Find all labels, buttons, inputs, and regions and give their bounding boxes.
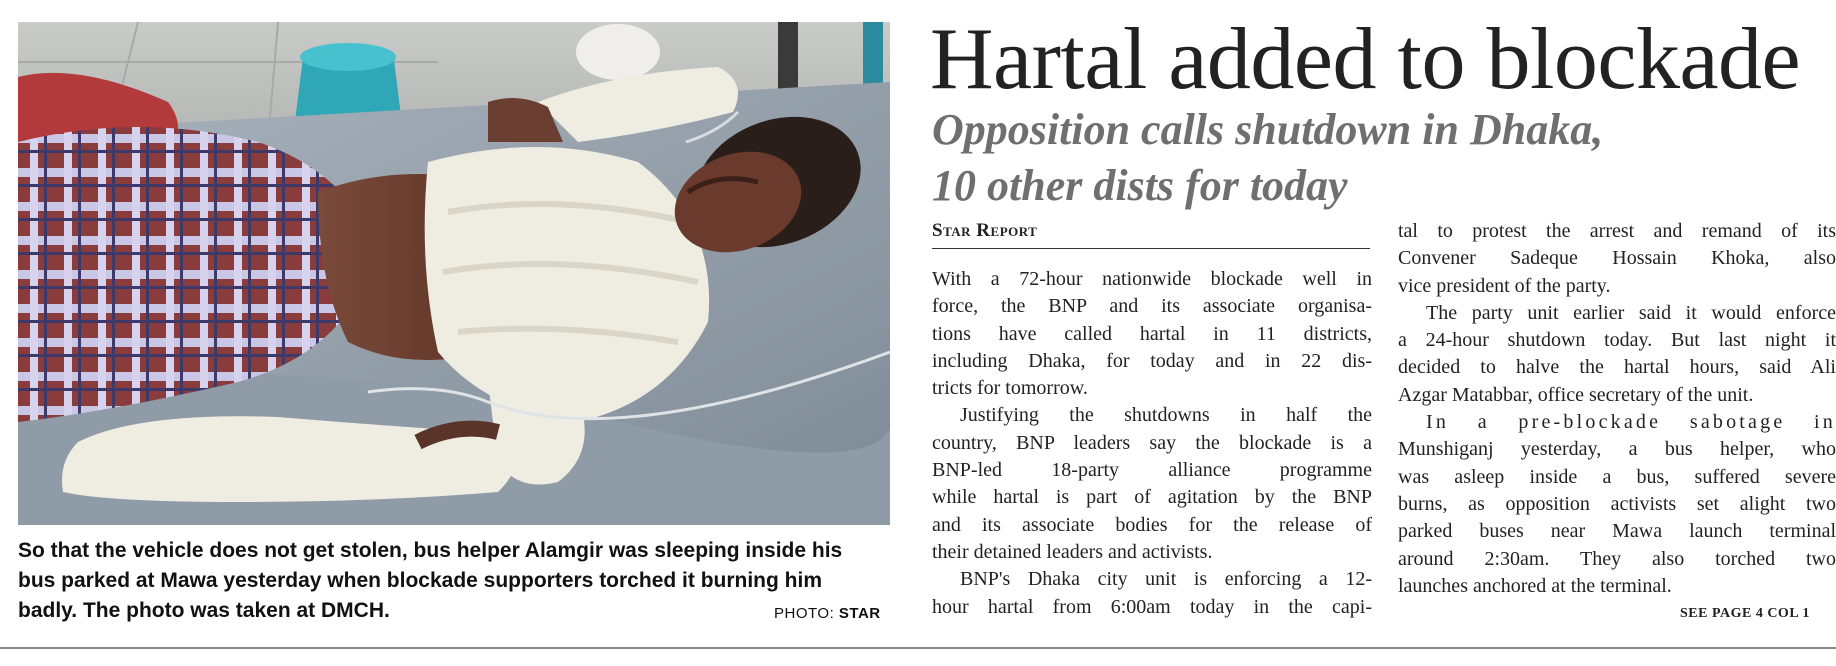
photo-credit (774, 605, 881, 622)
body-line: vice president of the party. (1398, 274, 1611, 297)
body-line: around 2:30am. They also torched two (1398, 547, 1836, 570)
body-line: tions have called hartal in 11 districts, (932, 322, 1372, 345)
article-column-2 (1398, 218, 1836, 600)
headline: Hartal added to blockade (930, 11, 1801, 108)
body-line: parked buses near Mawa launch terminal (1398, 520, 1836, 543)
body-line: With a 72-hour nationwide blockade well in (932, 268, 1372, 290)
body-line: hour hartal from 6:00am today in the capi- (932, 595, 1372, 618)
body-line: Convener Sadeque Hossain Khoka, also (1398, 247, 1836, 270)
body-line: tal to protest the arrest and remand of its (1398, 220, 1836, 242)
section-divider (0, 647, 1836, 649)
caption-line: badly. The photo was taken at DMCH. (18, 599, 390, 622)
body-line: BNP-led 18-party alliance programme (932, 459, 1372, 482)
body-line: Azgar Matabbar, office secretary of the unit. (1398, 383, 1754, 406)
photo-caption (18, 536, 890, 626)
caption-line: bus parked at Mawa yesterday when blockade supporters torched it burning him (18, 569, 823, 592)
body-line: and its associate bodies for the release of (932, 513, 1372, 536)
body-line: decided to halve the hartal hours, said Ali (1398, 356, 1836, 379)
body-line: The party unit earlier said it would enforce (1426, 301, 1836, 324)
body-line: while hartal is part of agitation by the BNP (932, 486, 1372, 509)
body-line: tricts for tomorrow. (932, 377, 1088, 400)
body-line: including Dhaka, for today and in 22 dis- (932, 349, 1372, 372)
photo-credit-label: PHOTO: (774, 605, 835, 622)
photo-credit-source: STAR (838, 605, 881, 622)
body-line: BNP's Dhaka city unit is enforcing a 12- (960, 568, 1372, 591)
body-line: was asleep inside a bus, suffered severe (1398, 465, 1836, 488)
body-line: burns, as opposition activists set alight two (1398, 492, 1836, 515)
body-line: force, the BNP and its associate organisa- (932, 295, 1372, 318)
body-line: their detained leaders and activists. (932, 540, 1213, 563)
body-line: In a pre-blockade sabotage in (1426, 411, 1836, 434)
body-line: launches anchored at the terminal. (1398, 574, 1672, 597)
body-line: Justifying the shutdowns in half the (960, 404, 1372, 427)
continuation-jump: SEE PAGE 4 COL 1 (1680, 606, 1810, 621)
body-line: a 24-hour shutdown today. But last night it (1398, 329, 1836, 352)
caption-line: So that the vehicle does not get stolen, bus helper Alamgir was sleeping inside his (18, 539, 843, 562)
subheadline-line: 10 other dists for today (932, 161, 1348, 210)
news-photo (18, 22, 890, 525)
subheadline (932, 102, 1832, 214)
byline: Star Report (932, 220, 1370, 249)
body-line: country, BNP leaders say the blockade is a (932, 431, 1372, 454)
body-line: Munshiganj yesterday, a bus helper, who (1398, 438, 1836, 461)
photo-illustration (18, 22, 890, 525)
subheadline-line: Opposition calls shutdown in Dhaka, (932, 105, 1604, 154)
article-column-1 (932, 266, 1372, 621)
